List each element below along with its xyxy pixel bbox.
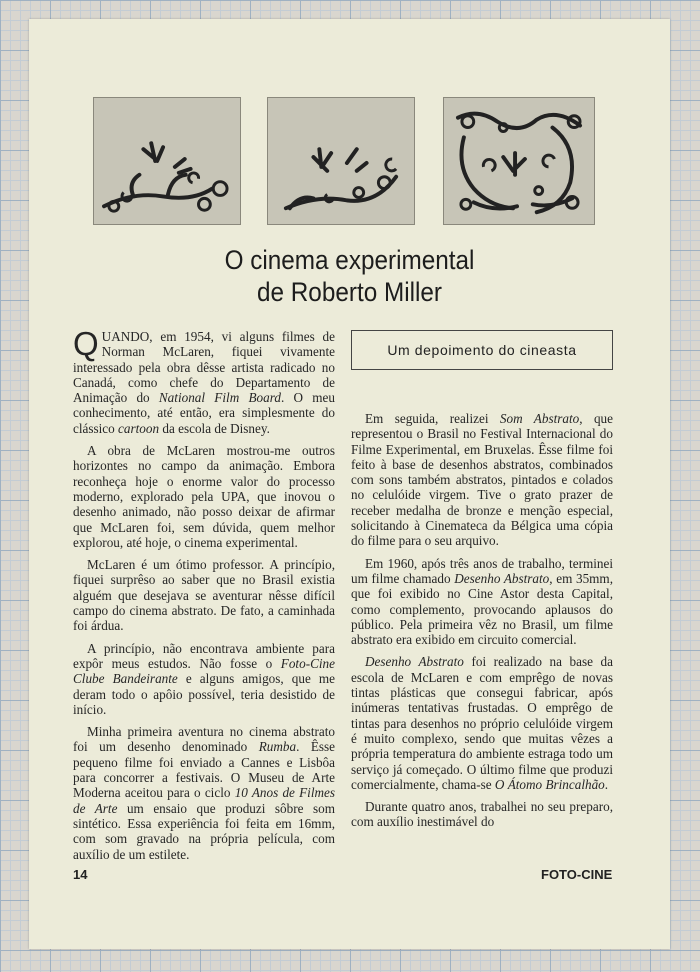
emphasis: Som Abstrato xyxy=(499,411,580,426)
paragraph: Durante quatro anos, trabalhei no seu preparo, com auxílio inestimável do xyxy=(351,799,613,830)
magazine-page xyxy=(29,19,670,949)
text: , que representou o Brasil no Festival Internacional do Filme Experimental, em Bruxelas. Êsse filme foi feito à base de desenhos abstratos, combinados com sons também abstratos, pintados e colados no celulóide virgem. Tive o grato prazer de receber medalha de bronze e menção especial, solicitando à Cinemateca da Bélgica uma cópia do filme para o seu arquivo. xyxy=(351,411,613,549)
text: foi realizado na base da escola de McLaren e com emprêgo de novas tintas plásticas que consegui fabricar, após inúmeras tentativas frustadas. O emprêgo de tintas para desenhos no próprio celulóide virgem é muito complexo, sendo que muitas vêzes a própria temperatura do ambiente estraga todo um serviço já começado. O último filme que produzi comercialmente, chama-se xyxy=(351,654,614,792)
article-title-line-1: O cinema experimental xyxy=(224,245,475,275)
abstract-illustration-2 xyxy=(267,97,415,225)
emphasis: Foto-Cine Clube Bandeirante xyxy=(73,655,335,687)
emphasis: O Átomo Brincalhão xyxy=(494,776,605,792)
text: da escola de Disney. xyxy=(159,420,270,436)
text: , em 35mm, que foi exibido no Cine Astor desta Capital, como complemento, provocando aplausos do público. Pela primeira vêz no Brasil, um filme abstrato era exibido em circuito comercial. xyxy=(351,570,613,648)
emphasis: 10 Anos de Filmes de Arte xyxy=(73,785,336,816)
abstract-illustration-1 xyxy=(93,97,241,225)
text: . O meu conhecimento, até então, era simplesmente do clássico xyxy=(73,390,335,436)
text: A princípio, não encontrava ambiente para expôr meus estudos. Não fosse o xyxy=(73,640,335,671)
subtitle-box: Um depoimento do cineasta xyxy=(351,330,613,370)
paragraph xyxy=(351,411,613,549)
paragraph xyxy=(73,641,335,717)
paragraph: McLaren é um ótimo professor. A princípio, fiquei surprêso ao saber que no Brasil existia alguém que desejava se aventurar nêsse difícil campo do cinema abstrato. De fato, a caminhada foi árdua. xyxy=(73,557,335,634)
text: Em 1960, após três anos de trabalho, terminei um filme chamado xyxy=(351,555,613,586)
emphasis: Desenho Abstrato xyxy=(365,654,464,670)
drop-cap: Q xyxy=(73,325,99,362)
paragraph xyxy=(73,724,335,862)
text: UANDO, em 1954, vi alguns filmes de Norman McLaren, fiquei vivamente interessado pela obra dêsse artista radicado no Canadá, como chefe do Departamento de Animação do xyxy=(73,329,335,406)
text: . xyxy=(604,776,609,792)
article-title-line-2: de Roberto Miller xyxy=(256,277,443,307)
right-column xyxy=(351,411,613,837)
left-column xyxy=(73,325,336,869)
emphasis: Desenho Abstrato xyxy=(454,570,550,586)
text: . Êsse pequeno filme foi enviado a Cannes e Lisbôa para concorrer a festivais. O Museu de Arte Moderna aceitou para o ciclo xyxy=(73,739,335,801)
paragraph: A obra de McLaren mostrou-me outros horizontes no campo da animação. Embora reconheça hoje o enorme valor do processo moderno, explorado pela UPA, que inovou o desenho animado, não posso deixar de afirmar que McLaren foi, sem dúvida, quem melhor explorou, até hoje, o cinema experimental. xyxy=(73,443,335,550)
text: e alguns amigos, que me deram todo o apôio possível, teria desistido de início. xyxy=(73,671,335,717)
paragraph xyxy=(351,654,613,792)
magazine-name: FOTO-CINE xyxy=(541,867,613,882)
page-number: 14 xyxy=(73,867,88,882)
paragraph xyxy=(351,556,613,648)
paragraph xyxy=(73,325,335,436)
text: Minha primeira aventura no cinema abstrato foi um desenho denominado xyxy=(73,724,335,755)
emphasis: National Film Board xyxy=(158,390,281,406)
text: um ensaio que produzi sôbre som sintético. Essa experiência foi feita em 16mm, com som gravado na própria película, com auxílio de um estilete. xyxy=(73,800,335,862)
abstract-illustration-3 xyxy=(443,97,595,225)
emphasis: Rumba xyxy=(258,739,297,755)
text: Em seguida, realizei xyxy=(365,411,500,426)
emphasis: cartoon xyxy=(118,420,160,436)
